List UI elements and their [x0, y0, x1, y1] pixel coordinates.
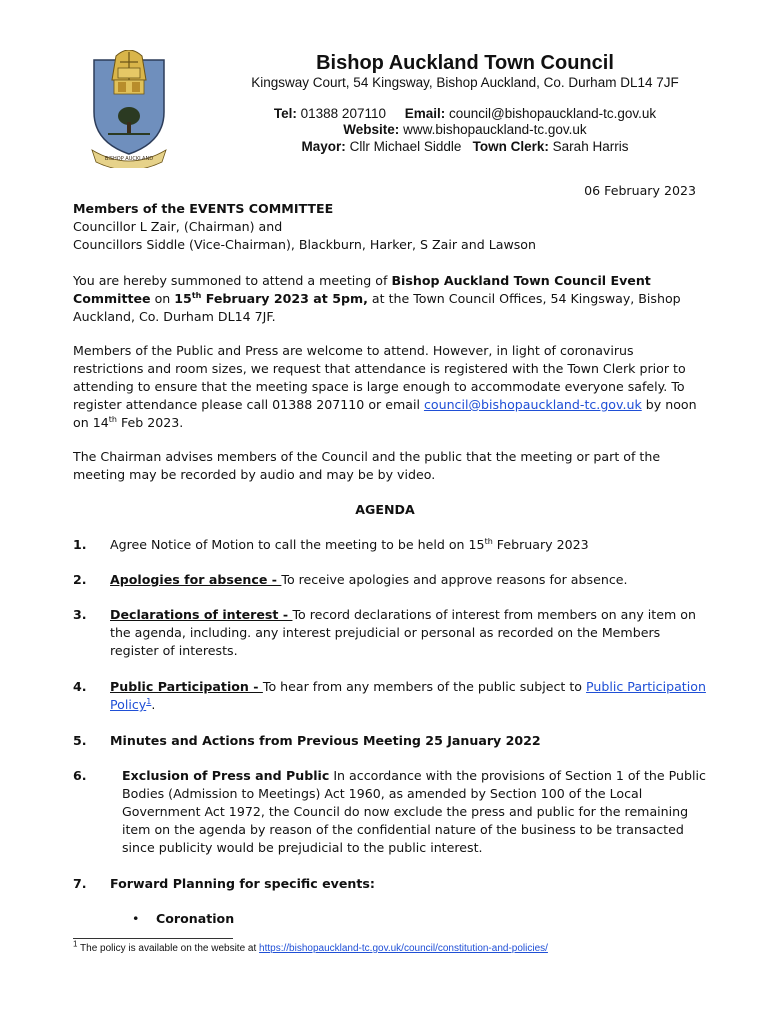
- agenda-item-6-line-1: In accordance with the provisions of Section 1 of the Public: [329, 768, 706, 783]
- agenda-item-7-bullet: [156, 910, 234, 928]
- council-crest-logo: [90, 50, 168, 168]
- agenda-item-6: [122, 767, 722, 857]
- footnote: [73, 939, 548, 954]
- coronation-label: Coronation: [156, 911, 235, 926]
- agenda-item-4-end: .: [151, 697, 156, 712]
- agenda-item-3-line-2: the agenda, including. any interest prejudicial or personal as recorded on the Members: [110, 625, 661, 640]
- public-line-5-end: Feb 2023.: [116, 415, 184, 430]
- agenda-item-5-number: 5.: [73, 733, 87, 748]
- summons-paragraph: [73, 272, 703, 326]
- website-label: Website:: [343, 122, 400, 137]
- members-block: [73, 200, 536, 254]
- agenda-item-4-number: 4.: [73, 679, 87, 694]
- recording-paragraph: [73, 448, 713, 484]
- summons-bold-4: February 2023 at 5pm,: [201, 291, 368, 306]
- agenda-heading-text: AGENDA: [355, 502, 415, 517]
- agenda-item-1-end: February 2023: [492, 537, 589, 552]
- summons-text-1: You are hereby summoned to attend a meeting of: [73, 273, 392, 288]
- mayor-name: Cllr Michael Siddle: [349, 139, 462, 154]
- bullet-icon: •: [132, 911, 140, 926]
- letter-date: 06 February 2023: [584, 183, 696, 198]
- agenda-item-6-line-5: since publicity would be prejudicial to the public interest.: [122, 840, 483, 855]
- agenda-item-6-line-2: Bodies (Admission to Meetings) Act 1960, as amended by Section 100 of the Local: [122, 786, 643, 801]
- council-title: Bishop Auckland Town Council: [316, 52, 614, 74]
- summons-sup: th: [191, 290, 202, 300]
- summons-bold-1: Bishop Auckland Town Council Event: [391, 273, 651, 288]
- summons-text-2: on: [150, 291, 175, 306]
- summons-text-4: Auckland, Co. Durham DL14 7JF.: [73, 309, 276, 324]
- agenda-item-1: [110, 536, 589, 554]
- agenda-item-6-heading: Exclusion of Press and Public: [122, 768, 330, 783]
- agenda-item-4-text: To hear from any members of the public subject to: [262, 679, 587, 694]
- footnote-ref[interactable]: 1: [146, 696, 152, 706]
- agenda-item-3: [110, 606, 710, 660]
- clerk-label: Town Clerk:: [472, 139, 549, 154]
- agenda-item-3-line-1: To record declarations of interest from members on any item on: [292, 607, 696, 622]
- summons-text-3: at the Town Council Offices, 54 Kingsway, Bishop: [367, 291, 681, 306]
- agenda-item-7: [110, 875, 375, 893]
- agenda-item-1-sup: th: [484, 536, 493, 546]
- agenda-item-2: [110, 571, 628, 589]
- public-line-5: on 14: [73, 415, 109, 430]
- svg-text:BISHOP AUCKLAND: BISHOP AUCKLAND: [104, 156, 154, 162]
- public-paragraph: [73, 342, 713, 432]
- agenda-item-2-heading: Apologies for absence -: [110, 572, 282, 587]
- agenda-heading: [0, 501, 770, 519]
- email-address[interactable]: council@bishopauckland-tc.gov.uk: [449, 106, 657, 121]
- email-label: Email:: [404, 106, 446, 121]
- agenda-item-2-number: 2.: [73, 572, 87, 587]
- summons-bold-2: Committee: [73, 291, 151, 306]
- contact-line: [215, 106, 715, 121]
- recording-line-2: meeting may be recorded by audio and may be by video.: [73, 467, 436, 482]
- summons-bold-3: 15: [174, 291, 192, 306]
- officers-line: [215, 139, 715, 154]
- agenda-item-3-line-3: register of interests.: [110, 643, 238, 658]
- footnote-divider: [73, 938, 233, 939]
- agenda-item-7-number: 7.: [73, 876, 87, 891]
- public-line-4: register attendance please call 01388 207110 or email: [73, 397, 424, 412]
- members-line-1: Councillor L Zair, (Chairman) and: [73, 219, 283, 234]
- members-line-2: Councillors Siddle (Vice-Chairman), Blackburn, Harker, S Zair and Lawson: [73, 237, 536, 252]
- agenda-item-3-heading: Declarations of interest -: [110, 607, 293, 622]
- agenda-item-3-number: 3.: [73, 607, 87, 622]
- public-line-2: restrictions and room sizes, we request that attendance is registered with the Town Clerk prior to: [73, 361, 686, 376]
- policy-link-continued[interactable]: Policy: [110, 697, 147, 712]
- footnote-text: The policy is available on the website at: [77, 943, 260, 954]
- recording-line-1: The Chairman advises members of the Council and the public that the meeting or part of the: [73, 449, 661, 464]
- tel-number: 01388 207110: [300, 106, 386, 121]
- agenda-item-6-line-3: Government Act 1972, the Council do now exclude the press and public for the remaining: [122, 804, 689, 819]
- agenda-item-1-text: Agree Notice of Motion to call the meeting to be held on 15: [110, 537, 485, 552]
- public-line-3: attending to ensure that the meeting space is large enough to accommodate everyone safely. To: [73, 379, 685, 394]
- agenda-item-4: [110, 678, 710, 714]
- agenda-item-4-heading: Public Participation -: [110, 679, 263, 694]
- public-line-1: Members of the Public and Press are welcome to attend. However, in light of coronavirus: [73, 343, 634, 358]
- public-line-5-sup: th: [108, 414, 117, 424]
- agenda-item-7-text: Forward Planning for specific events:: [110, 876, 375, 891]
- public-participation-policy-link[interactable]: Public Participation: [586, 679, 706, 694]
- footnote-mark: 1: [73, 939, 78, 949]
- council-address: Kingsway Court, 54 Kingsway, Bishop Auckland, Co. Durham DL14 7JF: [251, 75, 679, 90]
- tel-label: Tel:: [273, 106, 297, 121]
- agenda-item-2-text: To receive apologies and approve reasons for absence.: [281, 572, 628, 587]
- constitution-policies-link[interactable]: https://bishopauckland-tc.gov.uk/council/constitution-and-policies/: [259, 943, 548, 954]
- agenda-item-5-text: Minutes and Actions from Previous Meeting 25 January 2022: [110, 733, 541, 748]
- agenda-item-6-number: 6.: [73, 768, 87, 783]
- members-heading: Members of the EVENTS COMMITTEE: [73, 201, 334, 216]
- website-line: [215, 122, 715, 137]
- council-email-link[interactable]: council@bishopauckland-tc.gov.uk: [423, 397, 642, 412]
- clerk-name: Sarah Harris: [552, 139, 629, 154]
- agenda-item-1-number: 1.: [73, 537, 87, 552]
- mayor-label: Mayor:: [301, 139, 346, 154]
- public-line-4-end: by noon: [641, 397, 697, 412]
- agenda-item-6-line-4: item on the agenda by reason of the confidential nature of the business to be transacted: [122, 822, 684, 837]
- website-url[interactable]: www.bishopauckland-tc.gov.uk: [403, 122, 587, 137]
- agenda-item-5: [110, 732, 541, 750]
